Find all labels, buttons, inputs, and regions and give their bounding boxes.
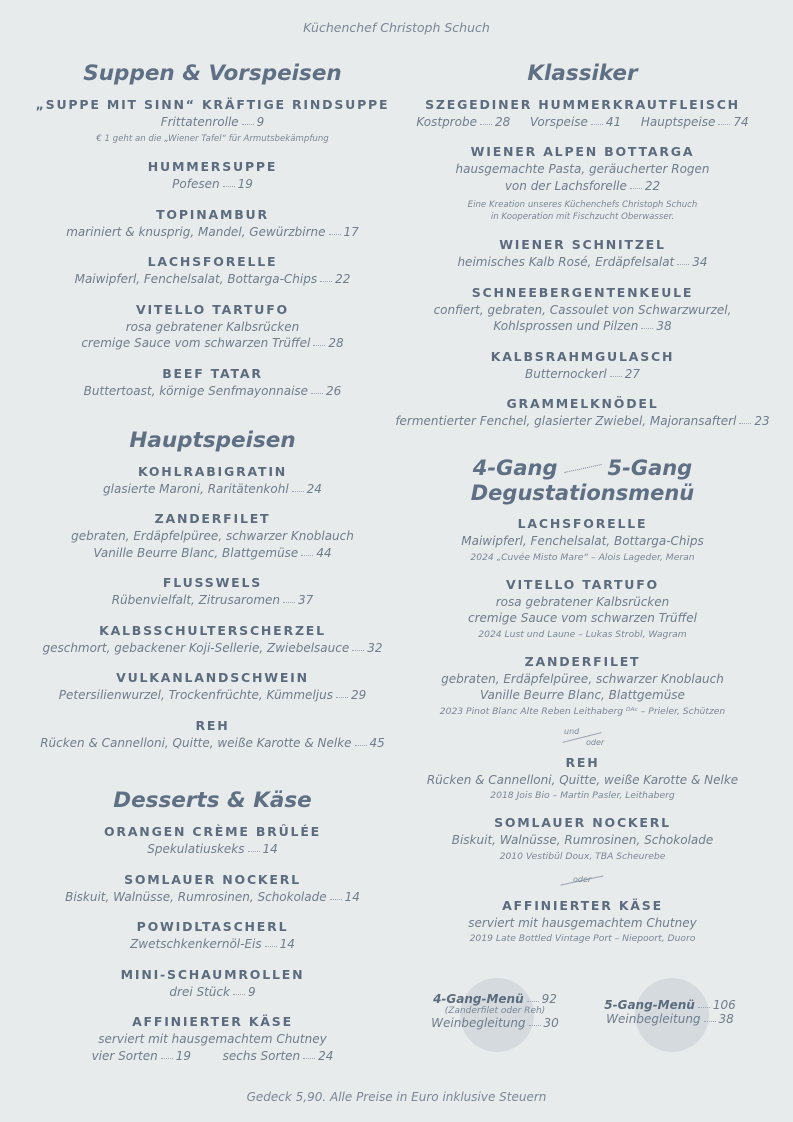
und-oder-divider xyxy=(390,727,775,749)
menu-item xyxy=(390,97,775,131)
degustation-title-5: 5-Gang xyxy=(607,455,693,480)
item-price: 14 xyxy=(262,842,278,857)
wine-pairing: 2018 Jois Bio – Martin Pasler, Leithaberg xyxy=(490,790,675,802)
item-name: POWIDLTASCHERL xyxy=(136,919,289,935)
item-desc: Petersilienwurzel, Trockenfrüchte, Kümmeljus xyxy=(58,688,333,703)
oder-divider xyxy=(390,872,775,890)
item-price: 37 xyxy=(298,593,314,608)
item-desc: Buttertoast, körnige Senfmayonnaise xyxy=(83,383,309,398)
menu-item xyxy=(20,824,405,858)
menu-item xyxy=(20,366,405,400)
item-price: 34 xyxy=(692,255,708,270)
item-name: VITELLO TARTUFO xyxy=(506,576,659,592)
item-name: WIENER SCHNITZEL xyxy=(499,237,666,253)
chef-line: Küchenchef Christoph Schuch xyxy=(303,20,490,35)
menu-4-sub: (Zanderfilet oder Reh) xyxy=(444,1006,546,1016)
item-desc: drei Stück xyxy=(169,984,230,999)
item-desc: Rücken & Cannelloni, Quitte, weiße Karotte & Nelke xyxy=(40,735,352,750)
item-desc: Spekulatiuskeks xyxy=(147,842,245,857)
item-desc: glasierte Maroni, Raritätenkohl xyxy=(103,481,289,496)
item-price: 28 xyxy=(328,336,344,351)
wine-pairing: 2019 Late Bottled Vintage Port – Niepoort, Duoro xyxy=(469,933,696,945)
section-title-klassiker: Klassiker xyxy=(527,61,638,86)
variant-label: sechs Sorten xyxy=(222,1048,301,1063)
variant-label: Hauptspeise xyxy=(640,114,716,129)
item-name: TOPINAMBUR xyxy=(156,206,269,222)
oder-label: oder xyxy=(573,874,592,884)
menu-item xyxy=(20,511,405,561)
item-desc: Rübenvielfalt, Zitrusaromen xyxy=(111,593,281,608)
item-price: 17 xyxy=(343,224,359,239)
menu-item xyxy=(20,575,405,609)
item-desc: Maiwipferl, Fenchelsalat, Bottarga-Chips xyxy=(461,534,704,549)
variant-label: Vorspeise xyxy=(529,114,588,129)
menu-item xyxy=(20,919,405,953)
item-name: WIENER ALPEN BOTTARGA xyxy=(470,144,695,160)
item-price: 29 xyxy=(350,688,367,703)
und-label: und xyxy=(564,726,580,736)
variant-label: Kostprobe xyxy=(416,114,477,129)
item-desc: rosa gebratener Kalbsrücken xyxy=(125,319,300,334)
menu-item xyxy=(390,396,775,430)
wine-pairing: 2024 „Cuvée Misto Mare“ – Alois Lageder, Meran xyxy=(470,551,695,563)
item-desc: Biskuit, Walnüsse, Rumrosinen, Schokolade xyxy=(65,889,327,904)
item-price: 28 xyxy=(494,114,511,129)
menu-item xyxy=(390,144,775,223)
menu-4-name: 4-Gang-Menü xyxy=(433,992,524,1006)
menu-item xyxy=(20,718,405,752)
item-desc: gebraten, Erdäpfelpüree, schwarzer Knoblauch xyxy=(71,529,354,544)
item-desc: Vanille Beurre Blanc, Blattgemüse xyxy=(93,545,299,560)
item-desc: hausgemachte Pasta, geräucherter Rogen xyxy=(455,162,710,177)
item-price: 9 xyxy=(247,984,256,999)
item-name: ORANGEN CRÈME BRÛLÉE xyxy=(103,824,321,840)
menu-5-wine-price: 38 xyxy=(718,1012,734,1026)
item-desc: Maiwipferl, Fenchelsalat, Bottarga-Chips xyxy=(74,272,318,287)
item-price: 45 xyxy=(369,735,385,750)
menu-item xyxy=(20,670,405,704)
menu-item xyxy=(20,464,405,498)
item-price: 22 xyxy=(335,272,351,287)
degustation-title xyxy=(390,456,775,506)
item-price: 14 xyxy=(344,889,360,904)
menu-4-price: 92 xyxy=(541,992,557,1006)
item-desc: Rücken & Cannelloni, Quitte, weiße Karotte & Nelke xyxy=(426,772,739,787)
item-price: 32 xyxy=(367,640,383,655)
menu-item xyxy=(390,815,775,862)
item-note: € 1 geht an die „Wiener Tafel“ für Armutsbekämpfung xyxy=(96,134,329,145)
item-desc: geschmort, gebackener Koji-Sellerie, Zwiebelsauce xyxy=(42,640,350,655)
menu-4-wine-label: Weinbegleitung xyxy=(431,1016,526,1030)
footer-note: Gedeck 5,90. Alle Preise in Euro inklusive Steuern xyxy=(246,1090,547,1104)
item-name: SCHNEEBERGENTENKEULE xyxy=(471,284,694,300)
item-price: 23 xyxy=(754,414,770,429)
item-desc: Zwetschkenkernöl-Eis xyxy=(130,937,262,952)
menu-5-wine-label: Weinbegleitung xyxy=(606,1012,701,1026)
item-desc: cremige Sauce vom schwarzen Trüffel xyxy=(467,611,698,626)
item-desc: Vanille Beurre Blanc, Blattgemüse xyxy=(480,688,685,703)
item-price: 44 xyxy=(316,545,332,560)
item-name: AFFINIERTER KÄSE xyxy=(132,1014,293,1030)
degustation-title-4: 4-Gang xyxy=(472,455,558,480)
item-desc: Butternockerl xyxy=(525,366,607,381)
menu-5-price: 106 xyxy=(712,998,736,1012)
item-desc: gebraten, Erdäpfelpüree, schwarzer Knoblauch xyxy=(441,671,724,686)
item-price: 14 xyxy=(279,937,295,952)
left-column xyxy=(20,62,405,1078)
menu-item xyxy=(390,285,775,335)
item-name: AFFINIERTER KÄSE xyxy=(502,897,663,913)
item-desc: mariniert & knusprig, Mandel, Gewürzbirne xyxy=(66,224,326,239)
item-price: 9 xyxy=(256,114,265,129)
item-price: 26 xyxy=(326,383,342,398)
item-price: 19 xyxy=(175,1048,191,1063)
item-name: FLUSSWELS xyxy=(162,575,263,591)
degustation-title-main: Degustationsmenü xyxy=(470,480,695,505)
item-name: SOMLAUER NOCKERL xyxy=(494,815,671,831)
item-desc: serviert mit hausgemachtem Chutney xyxy=(98,1032,327,1047)
item-desc: Biskuit, Walnüsse, Rumrosinen, Schokolade xyxy=(451,833,714,848)
menu-item xyxy=(390,654,775,717)
menu-item xyxy=(20,302,405,352)
item-name: KOHLRABIGRATIN xyxy=(137,463,288,479)
menu-5-price-box xyxy=(595,992,745,1026)
item-desc: von der Lachsforelle xyxy=(504,178,627,193)
item-desc: Frittatenrolle xyxy=(160,114,239,129)
item-note: in Kooperation mit Fischzucht Oberwasser. xyxy=(490,212,675,223)
menu-item xyxy=(20,97,405,146)
item-name: SOMLAUER NOCKERL xyxy=(124,871,301,887)
menu-4-wine-price: 30 xyxy=(543,1016,559,1030)
item-name: ZANDERFILET xyxy=(154,511,271,527)
item-price: 41 xyxy=(605,114,622,129)
menu-item xyxy=(20,159,405,193)
item-price: 27 xyxy=(624,366,640,381)
menu-5-name: 5-Gang-Menü xyxy=(604,998,695,1012)
item-name: LACHSFORELLE xyxy=(147,254,278,270)
section-title-haupt: Hauptspeisen xyxy=(129,428,296,454)
menu-item xyxy=(390,755,775,802)
item-price: 19 xyxy=(237,177,253,192)
menu-item xyxy=(20,623,405,657)
right-column xyxy=(390,62,775,958)
wine-pairing: 2010 Vestibül Doux, TBA Scheurebe xyxy=(499,850,666,862)
variant-label: vier Sorten xyxy=(91,1048,158,1063)
item-price: 74 xyxy=(733,114,749,129)
item-desc: Kohlsprossen und Pilzen xyxy=(493,319,639,334)
item-desc: heimisches Kalb Rosé, Erdäpfelsalat xyxy=(457,255,675,270)
menu-item xyxy=(20,1014,405,1064)
item-note: Eine Kreation unseres Küchenchefs Christoph Schuch xyxy=(467,200,698,211)
item-name: REH xyxy=(565,754,600,770)
item-desc: Pofesen xyxy=(172,177,220,192)
wine-pairing: 2023 Pinot Blanc Alte Reben Leithaberg ᴰᴬᶜ – Prieler, Schützen xyxy=(439,705,726,717)
menu-item xyxy=(390,349,775,383)
item-price: 22 xyxy=(644,178,661,193)
menu-item xyxy=(20,254,405,288)
item-name: HUMMERSUPPE xyxy=(147,159,278,175)
item-price: 38 xyxy=(656,319,672,334)
menu-item xyxy=(20,872,405,906)
item-price: 24 xyxy=(318,1048,334,1063)
item-name: KALBSSCHULTERSCHERZEL xyxy=(99,622,326,638)
item-name: REH xyxy=(195,717,230,733)
item-name: KALBSRAHMGULASCH xyxy=(490,348,675,364)
item-price: 24 xyxy=(306,481,322,496)
wine-pairing: 2024 Lust und Laune – Lukas Strobl, Wagram xyxy=(478,628,687,640)
menu-item xyxy=(20,967,405,1001)
oder-label: oder xyxy=(586,737,605,747)
item-desc: rosa gebratener Kalbsrücken xyxy=(495,594,670,609)
menu-4-price-box xyxy=(420,992,570,1030)
item-desc: cremige Sauce vom schwarzen Trüffel xyxy=(81,336,311,351)
menu-item xyxy=(390,577,775,640)
section-title-suppen: Suppen & Vorspeisen xyxy=(83,61,342,86)
item-desc: confiert, gebraten, Cassoulet von Schwarzwurzel, xyxy=(433,302,732,317)
section-title-desserts: Desserts & Käse xyxy=(113,788,312,814)
item-desc: fermentierter Fenchel, glasierter Zwiebel, Majoransafterl xyxy=(395,414,737,429)
menu-item xyxy=(20,207,405,241)
item-name: BEEF TATAR xyxy=(162,365,263,381)
item-name: LACHSFORELLE xyxy=(517,516,648,532)
menu-item xyxy=(390,898,775,945)
item-name: GRAMMELKNÖDEL xyxy=(506,396,659,412)
item-name: VULKANLANDSCHWEIN xyxy=(116,670,309,686)
item-desc: serviert mit hausgemachtem Chutney xyxy=(468,915,697,930)
item-name: „SUPPE MIT SINN“ KRÄFTIGE RINDSUPPE xyxy=(35,96,390,112)
item-name: MINI-SCHAUMROLLEN xyxy=(120,966,305,982)
menu-item xyxy=(390,516,775,563)
item-name: SZEGEDINER HUMMERKRAUTFLEISCH xyxy=(425,96,740,112)
menu-item xyxy=(390,237,775,271)
item-name: VITELLO TARTUFO xyxy=(136,301,289,317)
item-name: ZANDERFILET xyxy=(524,653,641,669)
